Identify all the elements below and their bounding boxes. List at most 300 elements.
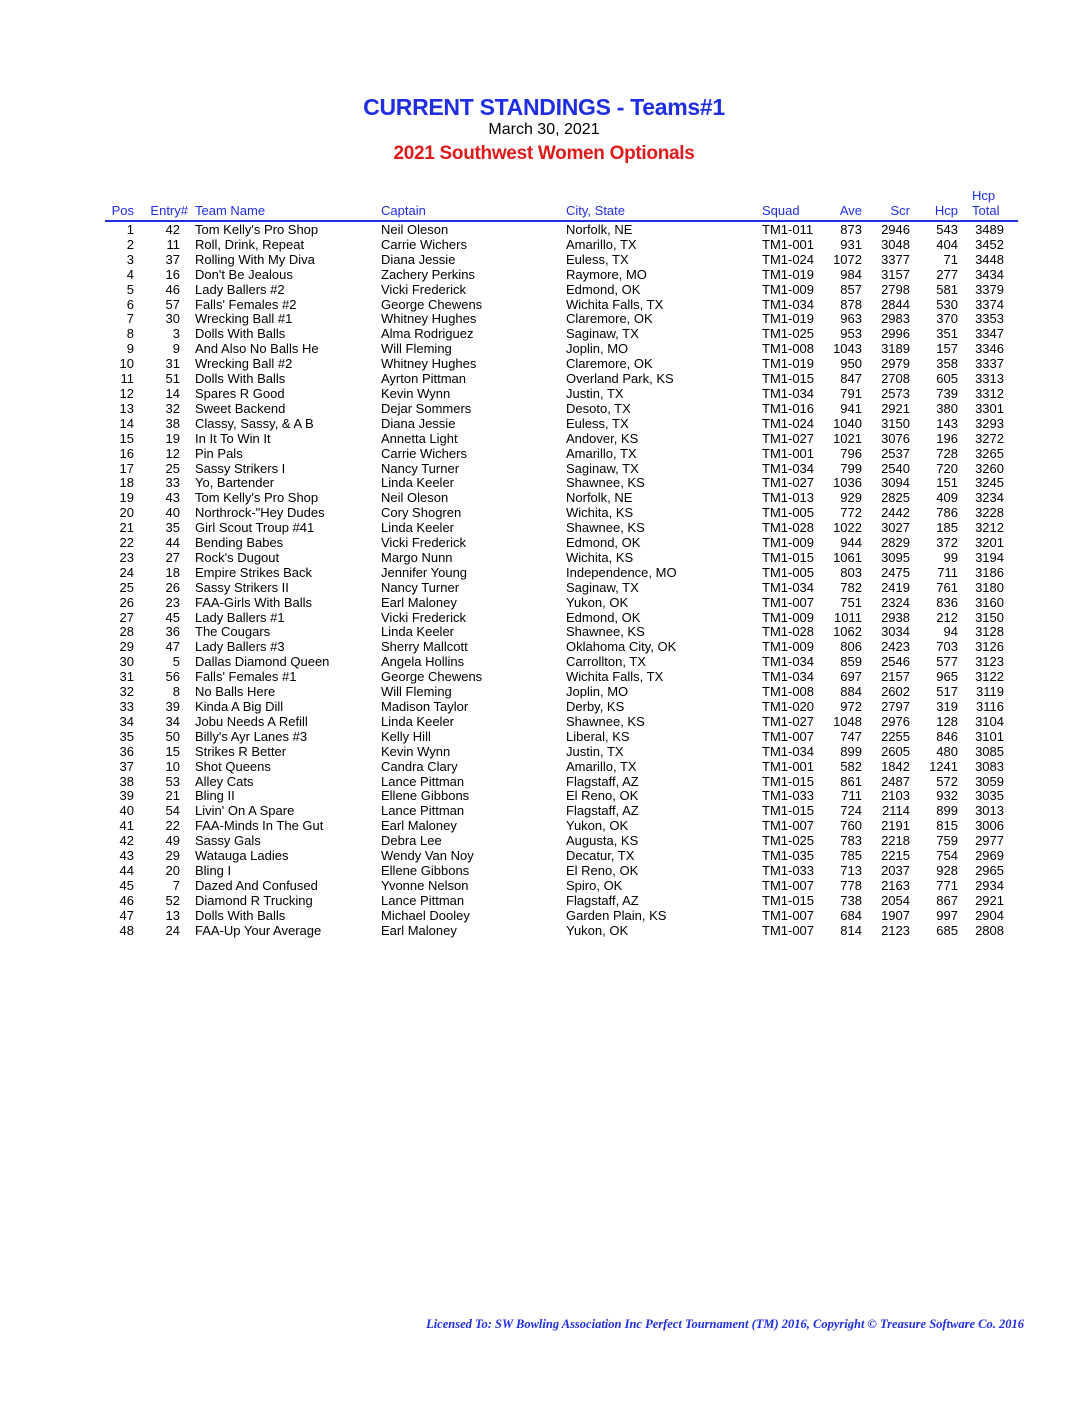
standings-table	[0, 223, 1088, 939]
team-name-cell: Classy, Sassy, & A B	[195, 415, 314, 431]
scr-cell: 3034	[881, 624, 910, 640]
pos-cell: 1	[126, 222, 134, 237]
pos-cell: 2	[126, 236, 134, 252]
pos-cell: 43	[119, 848, 134, 864]
city-state-cell: Saginaw, TX	[566, 326, 639, 342]
header-pos: Pos	[111, 203, 134, 218]
hcp-total-cell: 2904	[975, 907, 1004, 923]
city-state-cell: Saginaw, TX	[566, 579, 639, 595]
hcp-total-cell: 3313	[975, 371, 1004, 387]
squad-cell: TM1-015	[762, 892, 815, 908]
hcp-cell: 530	[936, 296, 958, 312]
city-state-cell: Norfolk, NE	[566, 222, 633, 237]
table-row	[0, 670, 1088, 685]
scr-cell: 2946	[881, 222, 910, 237]
hcp-cell: 899	[936, 803, 958, 819]
header-hcp-total-line2: Total	[972, 203, 1000, 218]
captain-cell: Whitney Hughes	[381, 311, 477, 327]
city-state-cell: Desoto, TX	[566, 400, 631, 416]
captain-cell: Ellene Gibbons	[381, 788, 470, 804]
pos-cell: 46	[119, 892, 134, 908]
captain-cell: Diana Jessie	[381, 415, 456, 431]
table-row	[0, 804, 1088, 819]
entry-cell: 39	[165, 699, 180, 714]
city-state-cell: Shawnee, KS	[566, 713, 645, 729]
city-state-cell: Augusta, KS	[566, 833, 639, 849]
table-row	[0, 611, 1088, 626]
captain-cell: Margo Nunn	[381, 549, 453, 565]
team-name-cell: Empire Strikes Back	[195, 564, 313, 580]
team-name-cell: Dolls With Balls	[195, 907, 286, 923]
entry-cell: 42	[165, 222, 180, 237]
entry-cell: 51	[165, 371, 180, 387]
captain-cell: Kevin Wynn	[381, 743, 451, 759]
team-name-cell: Falls' Females #2	[195, 296, 297, 312]
team-name-cell: Sweet Backend	[195, 400, 286, 416]
table-row	[0, 625, 1088, 640]
table-row	[0, 462, 1088, 477]
squad-cell: TM1-033	[762, 788, 815, 804]
table-row	[0, 730, 1088, 745]
captain-cell: Angela Hollins	[381, 654, 465, 670]
squad-cell: TM1-019	[762, 311, 815, 327]
entry-cell: 56	[165, 669, 180, 685]
city-state-cell: Edmond, OK	[566, 281, 641, 297]
city-state-cell: Amarillo, TX	[566, 236, 637, 252]
ave-cell: 783	[840, 833, 862, 849]
team-name-cell: Dazed And Confused	[195, 877, 318, 893]
pos-cell: 19	[119, 490, 134, 506]
captain-cell: Will Fleming	[381, 341, 452, 357]
table-row	[0, 640, 1088, 655]
ave-cell: 1021	[833, 430, 862, 446]
ave-cell: 931	[840, 236, 862, 252]
ave-cell: 760	[840, 818, 862, 834]
ave-cell: 963	[840, 311, 862, 327]
entry-cell: 8	[172, 684, 180, 700]
table-row	[0, 581, 1088, 596]
team-name-cell: Girl Scout Troup #41	[195, 520, 315, 536]
captain-cell: Lance Pittman	[381, 803, 465, 819]
scr-cell: 2798	[881, 281, 910, 297]
pos-cell: 45	[119, 877, 134, 893]
table-row	[0, 447, 1088, 462]
hcp-total-cell: 3374	[975, 296, 1004, 312]
squad-cell: TM1-034	[762, 296, 815, 312]
scr-cell: 3095	[881, 549, 910, 565]
pos-cell: 31	[119, 669, 134, 685]
scr-cell: 2976	[881, 713, 910, 729]
scr-cell: 2708	[881, 371, 910, 387]
team-name-cell: The Cougars	[195, 624, 271, 640]
captain-cell: Diana Jessie	[381, 251, 456, 267]
captain-cell: Lance Pittman	[381, 892, 465, 908]
ave-cell: 751	[840, 594, 862, 610]
captain-cell: Whitney Hughes	[381, 356, 477, 372]
hcp-total-cell: 3346	[975, 341, 1004, 357]
table-row	[0, 834, 1088, 849]
city-state-cell: Andover, KS	[566, 430, 639, 446]
hcp-cell: 572	[936, 773, 958, 789]
squad-cell: TM1-009	[762, 609, 815, 625]
squad-cell: TM1-009	[762, 639, 815, 655]
pos-cell: 41	[119, 818, 134, 834]
entry-cell: 29	[165, 848, 180, 864]
table-row	[0, 372, 1088, 387]
entry-cell: 43	[165, 490, 180, 506]
table-row	[0, 268, 1088, 283]
table-row	[0, 551, 1088, 566]
entry-cell: 53	[165, 773, 180, 789]
team-name-cell: Bending Babes	[195, 535, 284, 551]
squad-cell: TM1-019	[762, 356, 815, 372]
squad-cell: TM1-011	[762, 222, 814, 237]
city-state-cell: Euless, TX	[566, 251, 629, 267]
pos-cell: 42	[119, 833, 134, 849]
entry-cell: 46	[165, 281, 180, 297]
table-row	[0, 700, 1088, 715]
scr-cell: 2546	[881, 654, 910, 670]
squad-cell: TM1-024	[762, 251, 815, 267]
ave-cell: 806	[840, 639, 862, 655]
team-name-cell: Dolls With Balls	[195, 326, 286, 342]
table-row	[0, 849, 1088, 864]
captain-cell: Kevin Wynn	[381, 385, 451, 401]
team-name-cell: Bling II	[195, 788, 235, 804]
ave-cell: 1072	[833, 251, 862, 267]
event-name: 2021 Southwest Women Optionals	[393, 143, 695, 164]
hcp-total-cell: 3194	[975, 549, 1004, 565]
captain-cell: Neil Oleson	[381, 222, 449, 237]
hcp-total-cell: 3312	[975, 385, 1004, 401]
ave-cell: 953	[840, 326, 862, 342]
hcp-total-cell: 2808	[975, 922, 1004, 938]
city-state-cell: Saginaw, TX	[566, 460, 639, 476]
scr-cell: 2573	[881, 385, 910, 401]
table-header	[0, 186, 1088, 220]
squad-cell: TM1-001	[762, 445, 815, 461]
table-row	[0, 894, 1088, 909]
ave-cell: 1043	[833, 341, 862, 357]
team-name-cell: Sassy Gals	[195, 833, 261, 849]
squad-cell: TM1-034	[762, 460, 815, 476]
hcp-cell: 720	[936, 460, 958, 476]
hcp-total-cell: 2921	[975, 892, 1004, 908]
scr-cell: 3150	[881, 415, 910, 431]
hcp-total-cell: 3128	[975, 624, 1004, 640]
team-name-cell: Livin' On A Spare	[195, 803, 295, 819]
entry-cell: 52	[165, 892, 180, 908]
hcp-total-cell: 3260	[975, 460, 1004, 476]
pos-cell: 36	[119, 743, 134, 759]
team-name-cell: Sassy Strikers II	[195, 579, 289, 595]
ave-cell: 799	[840, 460, 862, 476]
team-name-cell: Dolls With Balls	[195, 371, 286, 387]
hcp-total-cell: 3186	[975, 564, 1004, 580]
captain-cell: Carrie Wichers	[381, 445, 467, 461]
ave-cell: 772	[840, 505, 862, 521]
pos-cell: 16	[119, 445, 134, 461]
hcp-cell: 94	[943, 624, 958, 640]
hcp-cell: 99	[943, 549, 958, 565]
team-name-cell: Tom Kelly's Pro Shop	[195, 490, 319, 506]
captain-cell: Ayrton Pittman	[381, 371, 467, 387]
captain-cell: Earl Maloney	[381, 594, 457, 610]
city-state-cell: Decatur, TX	[566, 848, 635, 864]
city-state-cell: Joplin, MO	[566, 684, 629, 700]
entry-cell: 3	[172, 326, 180, 342]
squad-cell: TM1-034	[762, 669, 815, 685]
squad-cell: TM1-028	[762, 624, 815, 640]
squad-cell: TM1-013	[762, 490, 815, 506]
squad-cell: TM1-033	[762, 862, 815, 878]
entry-cell: 21	[165, 788, 180, 804]
entry-cell: 57	[165, 296, 180, 312]
ave-cell: 941	[840, 400, 862, 416]
hcp-cell: 319	[936, 699, 958, 714]
captain-cell: Vicki Frederick	[381, 609, 467, 625]
captain-cell: Ellene Gibbons	[381, 862, 470, 878]
hcp-total-cell: 3150	[975, 609, 1004, 625]
pos-cell: 35	[119, 728, 134, 744]
hcp-cell: 739	[936, 385, 958, 401]
ave-cell: 1048	[833, 713, 862, 729]
team-name-cell: Tom Kelly's Pro Shop	[195, 222, 319, 237]
table-row	[0, 909, 1088, 924]
scr-cell: 2123	[881, 922, 910, 938]
table-row	[0, 775, 1088, 790]
entry-cell: 26	[165, 579, 180, 595]
hcp-total-cell: 3035	[975, 788, 1004, 804]
hcp-cell: 965	[936, 669, 958, 685]
team-name-cell: Rolling With My Diva	[195, 251, 315, 267]
captain-cell: Carrie Wichers	[381, 236, 467, 252]
city-state-cell: Wichita Falls, TX	[566, 669, 664, 685]
team-name-cell: Wrecking Ball #1	[195, 311, 293, 327]
hcp-cell: 128	[936, 713, 958, 729]
hcp-cell: 932	[936, 788, 958, 804]
table-row	[0, 506, 1088, 521]
city-state-cell: Claremore, OK	[566, 311, 653, 327]
captain-cell: Yvonne Nelson	[381, 877, 469, 893]
hcp-total-cell: 3119	[976, 684, 1004, 700]
hcp-total-cell: 3379	[975, 281, 1004, 297]
pos-cell: 6	[126, 296, 134, 312]
pos-cell: 10	[119, 356, 134, 372]
table-row	[0, 253, 1088, 268]
hcp-total-cell: 3085	[975, 743, 1004, 759]
scr-cell: 2255	[881, 728, 910, 744]
ave-cell: 972	[840, 699, 862, 714]
team-name-cell: Sassy Strikers I	[195, 460, 286, 476]
table-row	[0, 879, 1088, 894]
squad-cell: TM1-034	[762, 654, 815, 670]
city-state-cell: Spiro, OK	[566, 877, 623, 893]
squad-cell: TM1-005	[762, 564, 815, 580]
team-name-cell: No Balls Here	[195, 684, 276, 700]
entry-cell: 11	[166, 236, 180, 252]
hcp-cell: 351	[936, 326, 958, 342]
pos-cell: 25	[119, 579, 134, 595]
captain-cell: Linda Keeler	[381, 475, 454, 491]
scr-cell: 2825	[881, 490, 910, 506]
pos-cell: 9	[126, 341, 134, 357]
team-name-cell: FAA-Girls With Balls	[195, 594, 313, 610]
team-name-cell: Wrecking Ball #2	[195, 356, 293, 372]
scr-cell: 2215	[881, 848, 910, 864]
squad-cell: TM1-019	[762, 266, 815, 282]
pos-cell: 20	[119, 505, 134, 521]
hcp-total-cell: 3452	[975, 236, 1004, 252]
hcp-total-cell: 2965	[975, 862, 1004, 878]
hcp-total-cell: 3228	[975, 505, 1004, 521]
scr-cell: 2157	[881, 669, 910, 685]
captain-cell: Debra Lee	[381, 833, 442, 849]
license-footer: Licensed To: SW Bowling Association Inc Perfect Tournament (TM) 2016, Copyright © Treasure Software Co. 2016	[426, 1317, 1024, 1331]
entry-cell: 30	[165, 311, 180, 327]
page-title: CURRENT STANDINGS - Teams#1	[363, 94, 725, 120]
city-state-cell: Claremore, OK	[566, 356, 653, 372]
hcp-total-cell: 3123	[975, 654, 1004, 670]
ave-cell: 984	[840, 266, 862, 282]
table-row	[0, 327, 1088, 342]
entry-cell: 25	[165, 460, 180, 476]
pos-cell: 30	[119, 654, 134, 670]
entry-cell: 19	[165, 430, 180, 446]
scr-cell: 2442	[881, 505, 910, 521]
table-row	[0, 655, 1088, 670]
captain-cell: Neil Oleson	[381, 490, 449, 506]
pos-cell: 14	[119, 415, 134, 431]
table-row	[0, 521, 1088, 536]
table-row	[0, 566, 1088, 581]
entry-cell: 10	[165, 758, 180, 774]
hcp-total-cell: 3122	[975, 669, 1004, 685]
scr-cell: 2163	[881, 877, 910, 893]
table-row	[0, 476, 1088, 491]
team-name-cell: Bling I	[195, 862, 232, 878]
squad-cell: TM1-009	[762, 281, 815, 297]
entry-cell: 16	[165, 266, 180, 282]
squad-cell: TM1-027	[762, 430, 815, 446]
hcp-total-cell: 3337	[975, 356, 1004, 372]
pos-cell: 38	[119, 773, 134, 789]
hcp-total-cell: 3006	[975, 818, 1004, 834]
captain-cell: Earl Maloney	[381, 922, 457, 938]
scr-cell: 2983	[881, 311, 910, 327]
hcp-total-cell: 3489	[975, 222, 1004, 237]
scr-cell: 2114	[882, 803, 910, 819]
squad-cell: TM1-001	[762, 236, 815, 252]
captain-cell: George Chewens	[381, 296, 483, 312]
hcp-total-cell: 3083	[975, 758, 1004, 774]
ave-cell: 873	[840, 222, 862, 237]
hcp-cell: 404	[936, 236, 958, 252]
city-state-cell: Oklahoma City, OK	[566, 639, 677, 655]
hcp-cell: 480	[936, 743, 958, 759]
captain-cell: Kelly Hill	[381, 728, 431, 744]
ave-cell: 711	[841, 788, 862, 804]
hcp-total-cell: 3448	[975, 251, 1004, 267]
scr-cell: 2537	[881, 445, 910, 461]
captain-cell: Earl Maloney	[381, 818, 457, 834]
hcp-total-cell: 3245	[975, 475, 1004, 491]
ave-cell: 950	[840, 356, 862, 372]
scr-cell: 2475	[881, 564, 910, 580]
hcp-cell: 754	[936, 848, 958, 864]
city-state-cell: Joplin, MO	[566, 341, 629, 357]
hcp-cell: 759	[936, 833, 958, 849]
city-state-cell: El Reno, OK	[566, 788, 639, 804]
squad-cell: TM1-007	[762, 594, 815, 610]
hcp-total-cell: 3160	[975, 594, 1004, 610]
pos-cell: 33	[119, 699, 134, 714]
pos-cell: 13	[119, 400, 134, 416]
pos-cell: 29	[119, 639, 134, 655]
scr-cell: 2191	[881, 818, 910, 834]
hcp-cell: 71	[943, 251, 958, 267]
ave-cell: 1036	[833, 475, 862, 491]
city-state-cell: Flagstaff, AZ	[566, 803, 639, 819]
squad-cell: TM1-015	[762, 803, 815, 819]
entry-cell: 33	[165, 475, 180, 491]
scr-cell: 3377	[881, 251, 910, 267]
scr-cell: 2487	[881, 773, 910, 789]
city-state-cell: Flagstaff, AZ	[566, 892, 639, 908]
ave-cell: 1022	[833, 520, 862, 536]
ave-cell: 713	[840, 862, 862, 878]
hcp-cell: 997	[936, 907, 958, 923]
header-city-state: City, State	[566, 203, 626, 218]
hcp-total-cell: 3201	[975, 535, 1004, 551]
city-state-cell: Independence, MO	[566, 564, 677, 580]
captain-cell: Will Fleming	[381, 684, 452, 700]
hcp-cell: 761	[936, 579, 958, 595]
entry-cell: 23	[165, 594, 180, 610]
entry-cell: 12	[165, 445, 180, 461]
hcp-total-cell: 2934	[975, 877, 1004, 893]
hcp-total-cell: 3347	[975, 326, 1004, 342]
ave-cell: 814	[840, 922, 862, 938]
hcp-cell: 380	[936, 400, 958, 416]
city-state-cell: Garden Plain, KS	[566, 907, 667, 923]
team-name-cell: Pin Pals	[195, 445, 243, 461]
table-row	[0, 312, 1088, 327]
squad-cell: TM1-025	[762, 326, 815, 342]
header-squad: Squad	[762, 203, 800, 218]
ave-cell: 697	[840, 669, 862, 685]
squad-cell: TM1-007	[762, 818, 815, 834]
table-row	[0, 357, 1088, 372]
hcp-total-cell: 3104	[975, 713, 1004, 729]
hcp-cell: 928	[936, 862, 958, 878]
squad-cell: TM1-001	[762, 758, 815, 774]
pos-cell: 4	[126, 266, 134, 282]
pos-cell: 12	[119, 385, 134, 401]
team-name-cell: Lady Ballers #1	[195, 609, 285, 625]
captain-cell: Alma Rodriguez	[381, 326, 474, 342]
captain-cell: Nancy Turner	[381, 579, 460, 595]
header-hcp: Hcp	[934, 203, 958, 218]
city-state-cell: Justin, TX	[566, 385, 624, 401]
entry-cell: 31	[165, 356, 180, 372]
city-state-cell: Edmond, OK	[566, 609, 641, 625]
scr-cell: 2921	[881, 400, 910, 416]
city-state-cell: Shawnee, KS	[566, 520, 645, 536]
hcp-cell: 605	[936, 371, 958, 387]
city-state-cell: Yukon, OK	[566, 922, 629, 938]
hcp-total-cell: 3293	[975, 415, 1004, 431]
